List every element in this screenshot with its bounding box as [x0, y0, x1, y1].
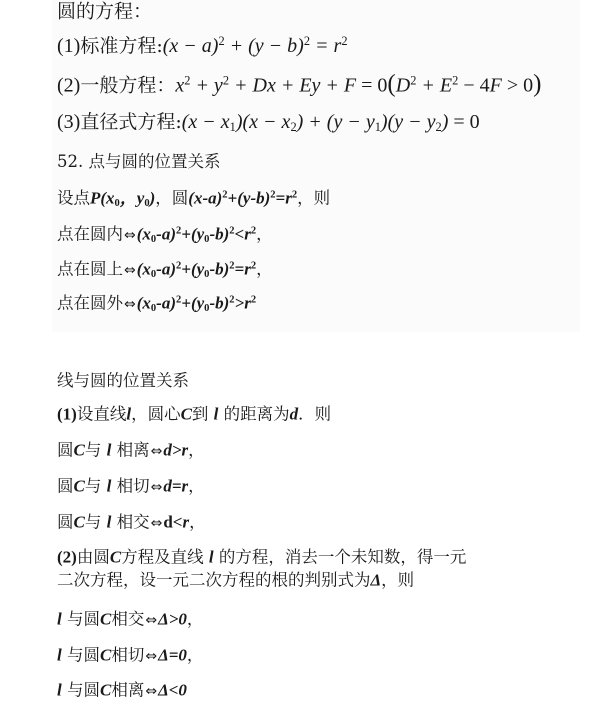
equivalence-arrow-icon: ⇔ — [145, 612, 158, 629]
equivalence-arrow-icon: ⇔ — [150, 479, 163, 496]
line-circle-tangent-distance: 圆C与 l 相切⇔d=r， — [57, 476, 205, 496]
equivalence-arrow-icon: ⇔ — [145, 683, 158, 700]
line-circle-separate-distance: 圆C与 l 相离⇔d>r， — [57, 440, 205, 460]
line-circle-intersect-discriminant: l 与圆C相交⇔Δ>0， — [57, 609, 204, 629]
general-equation: (2)一般方程：$x^2 + y^2 + Dx + Ey + F = 0(D^2 + E^2 - 4F > 0)$ — [57, 70, 542, 98]
circle-equations-title: 圆的方程： — [57, 0, 153, 23]
diameter-equation: (3)直径式方程:(x − $x_1)(x - x_2) + (y - y_1)(y - y_2) = 0$ — [57, 111, 480, 135]
line-circle-part2-intro-line2: 二次方程，设一元二次方程的根的判别式为Δ，则 — [57, 570, 415, 590]
equivalence-arrow-icon: ⇔ — [150, 443, 163, 460]
point-inside-circle: 点在圆内$\Leftrightarrow(x_0-a)^2+(y_0-b)^2<r^2$， — [57, 224, 273, 245]
equivalence-arrow-icon: ⇔ — [150, 515, 163, 532]
point-circle-setup: 设点$P(x_0$，$y_0$)，圆$(x-a)^2+(y-b)^2=r^2$，则 — [57, 188, 331, 209]
line-circle-tangent-discriminant: l 与圆C相切⇔Δ=0， — [57, 645, 204, 665]
line-circle-part2-intro-line1: (2)由圆C方程及直线 l 的方程，消去一个未知数，得一元 — [57, 547, 467, 567]
line-circle-intersect-distance: 圆C与 l 相交⇔d<r， — [57, 512, 206, 532]
line-circle-separate-discriminant: l 与圆C相离⇔Δ<0 — [57, 680, 187, 700]
point-on-circle: 点在圆上$\Leftrightarrow(x_0-a)^2+(y_0-b)^2=r^2$， — [57, 259, 273, 280]
point-circle-heading: 52. 点与圆的位置关系 — [57, 151, 221, 171]
equivalence-arrow-icon: ⇔ — [145, 648, 158, 665]
equivalence-arrow-icon: ⇔ — [124, 296, 136, 313]
line-circle-part1-intro: (1)设直线l，圆心C到 l 的距离为d．则 — [57, 404, 332, 424]
standard-equation: (1)标准方程:(x − $a)^2 + (y - b)^2 = r^2$ — [57, 34, 348, 57]
point-outside-circle: 点在圆外$\Leftrightarrow(x_0-a)^2+(y_0-b)^2>r^2$ — [57, 293, 257, 314]
line-circle-heading: 线与圆的位置关系 — [57, 370, 189, 390]
equivalence-arrow-icon: ⇔ — [124, 262, 136, 279]
equivalence-arrow-icon: ⇔ — [124, 227, 136, 244]
